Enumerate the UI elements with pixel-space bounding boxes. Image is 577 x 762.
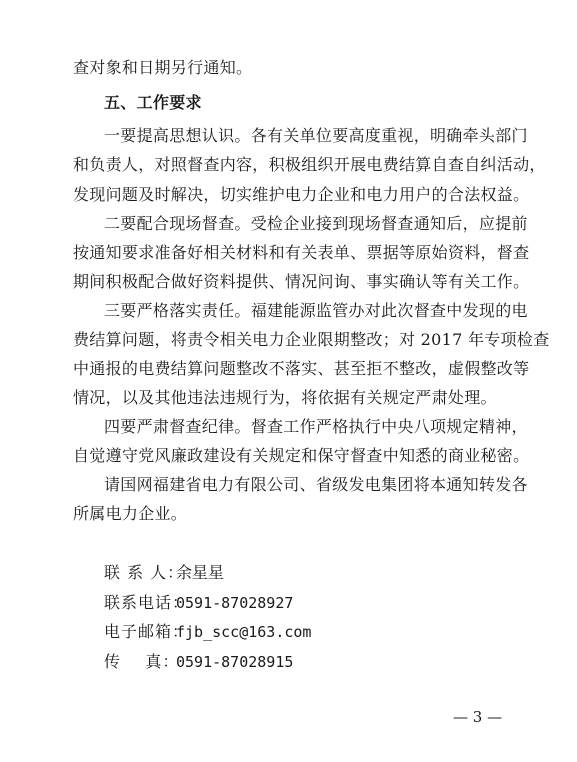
contact-fax-label: 传 真：: [104, 652, 180, 671]
paragraph-line: 中通报的电费结算问题整改不落实、甚至拒不整改，虚假整改等: [73, 359, 530, 378]
paragraph-line: 四要严肃督查纪律。督查工作严格执行中央八项规定精神，: [104, 417, 528, 436]
paragraph-line: 期间积极配合做好资料提供、情况问询、事实确认等有关工作。: [73, 272, 530, 291]
section-heading: 五、工作要求: [104, 93, 202, 112]
paragraph-line: 所属电力企业。: [73, 504, 188, 523]
contact-phone-value: 0591-87028927: [176, 594, 294, 612]
paragraph-line: 查对象和日期另行通知。: [73, 58, 253, 77]
contact-phone-label: 联系电话：: [104, 593, 190, 612]
paragraph-line: 一要提高思想认识。各有关单位要高度重视，明确牵头部门: [104, 126, 528, 145]
contact-person-label: 联 系 人：: [104, 563, 185, 582]
contact-email-label: 电子邮箱：: [104, 622, 190, 641]
paragraph-line: 请国网福建省电力有限公司、省级发电集团将本通知转发各: [104, 475, 528, 494]
paragraph-line: 情况，以及其他违法违规行为，将依据有关规定严肃处理。: [73, 388, 497, 407]
contact-fax: [104, 652, 293, 672]
paragraph-line: 发现问题及时解决，切实维护电力企业和电力用户的合法权益。: [73, 185, 530, 204]
paragraph-line: 按通知要求准备好相关材料和有关表单、票据等原始资料，督查: [73, 243, 530, 262]
paragraph-line: 费结算问题，将责令相关电力企业限期整改；对 2017 年专项检查: [73, 330, 550, 349]
contact-person-value: 余星星: [176, 563, 225, 582]
paragraph-line: 自觉遵守党风廉政建设有关规定和保守督查中知悉的商业秘密。: [73, 446, 530, 465]
contact-email: [104, 622, 311, 642]
paragraph-line: 二要配合现场督查。受检企业接到现场督查通知后，应提前: [104, 214, 528, 233]
contact-email-value: fjb_scc@163.com: [176, 623, 312, 641]
page-number: — 3 —: [453, 708, 503, 726]
contact-person: [104, 563, 224, 583]
paragraph-line: 和负责人，对照督查内容，积极组织开展电费结算自查自纠活动，: [73, 155, 546, 174]
contact-phone: [104, 593, 293, 613]
paragraph-line: 三要严格落实责任。福建能源监管办对此次督查中发现的电: [104, 301, 528, 320]
contact-fax-value: 0591-87028915: [176, 653, 294, 671]
